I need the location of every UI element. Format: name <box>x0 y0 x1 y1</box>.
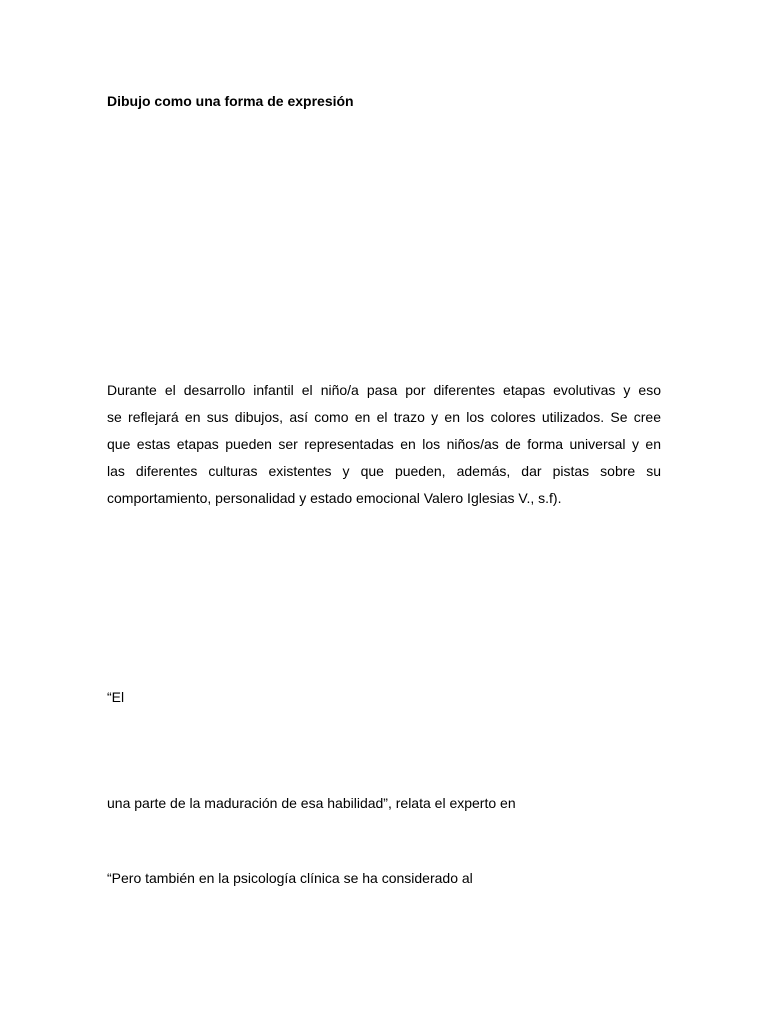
document-title: Dibujo como una forma de expresión <box>107 93 354 109</box>
paragraph-line: que estas etapas pueden ser representadas en los niños/as de forma universal y en <box>107 436 661 452</box>
paragraph-line: comportamiento, personalidad y estado emocional Valero Iglesias V., s.f). <box>107 490 562 506</box>
quote-fragment-el: “El <box>107 689 125 705</box>
paragraph-line: Durante el desarrollo infantil el niño/a pasa por diferentes etapas evolutivas y eso <box>107 382 661 398</box>
paragraph-maturation: una parte de la maduración de esa habilidad”, relata el experto en <box>107 795 516 811</box>
paragraph-line: las diferentes culturas existentes y que pueden, además, dar pistas sobre su <box>107 463 661 479</box>
paragraph-development-stages <box>107 377 661 512</box>
paragraph-line: se reflejará en sus dibujos, así como en el trazo y en los colores utilizados. Se cree <box>107 409 661 425</box>
paragraph-clinical-psychology: “Pero también en la psicología clínica se ha considerado al <box>107 870 473 886</box>
